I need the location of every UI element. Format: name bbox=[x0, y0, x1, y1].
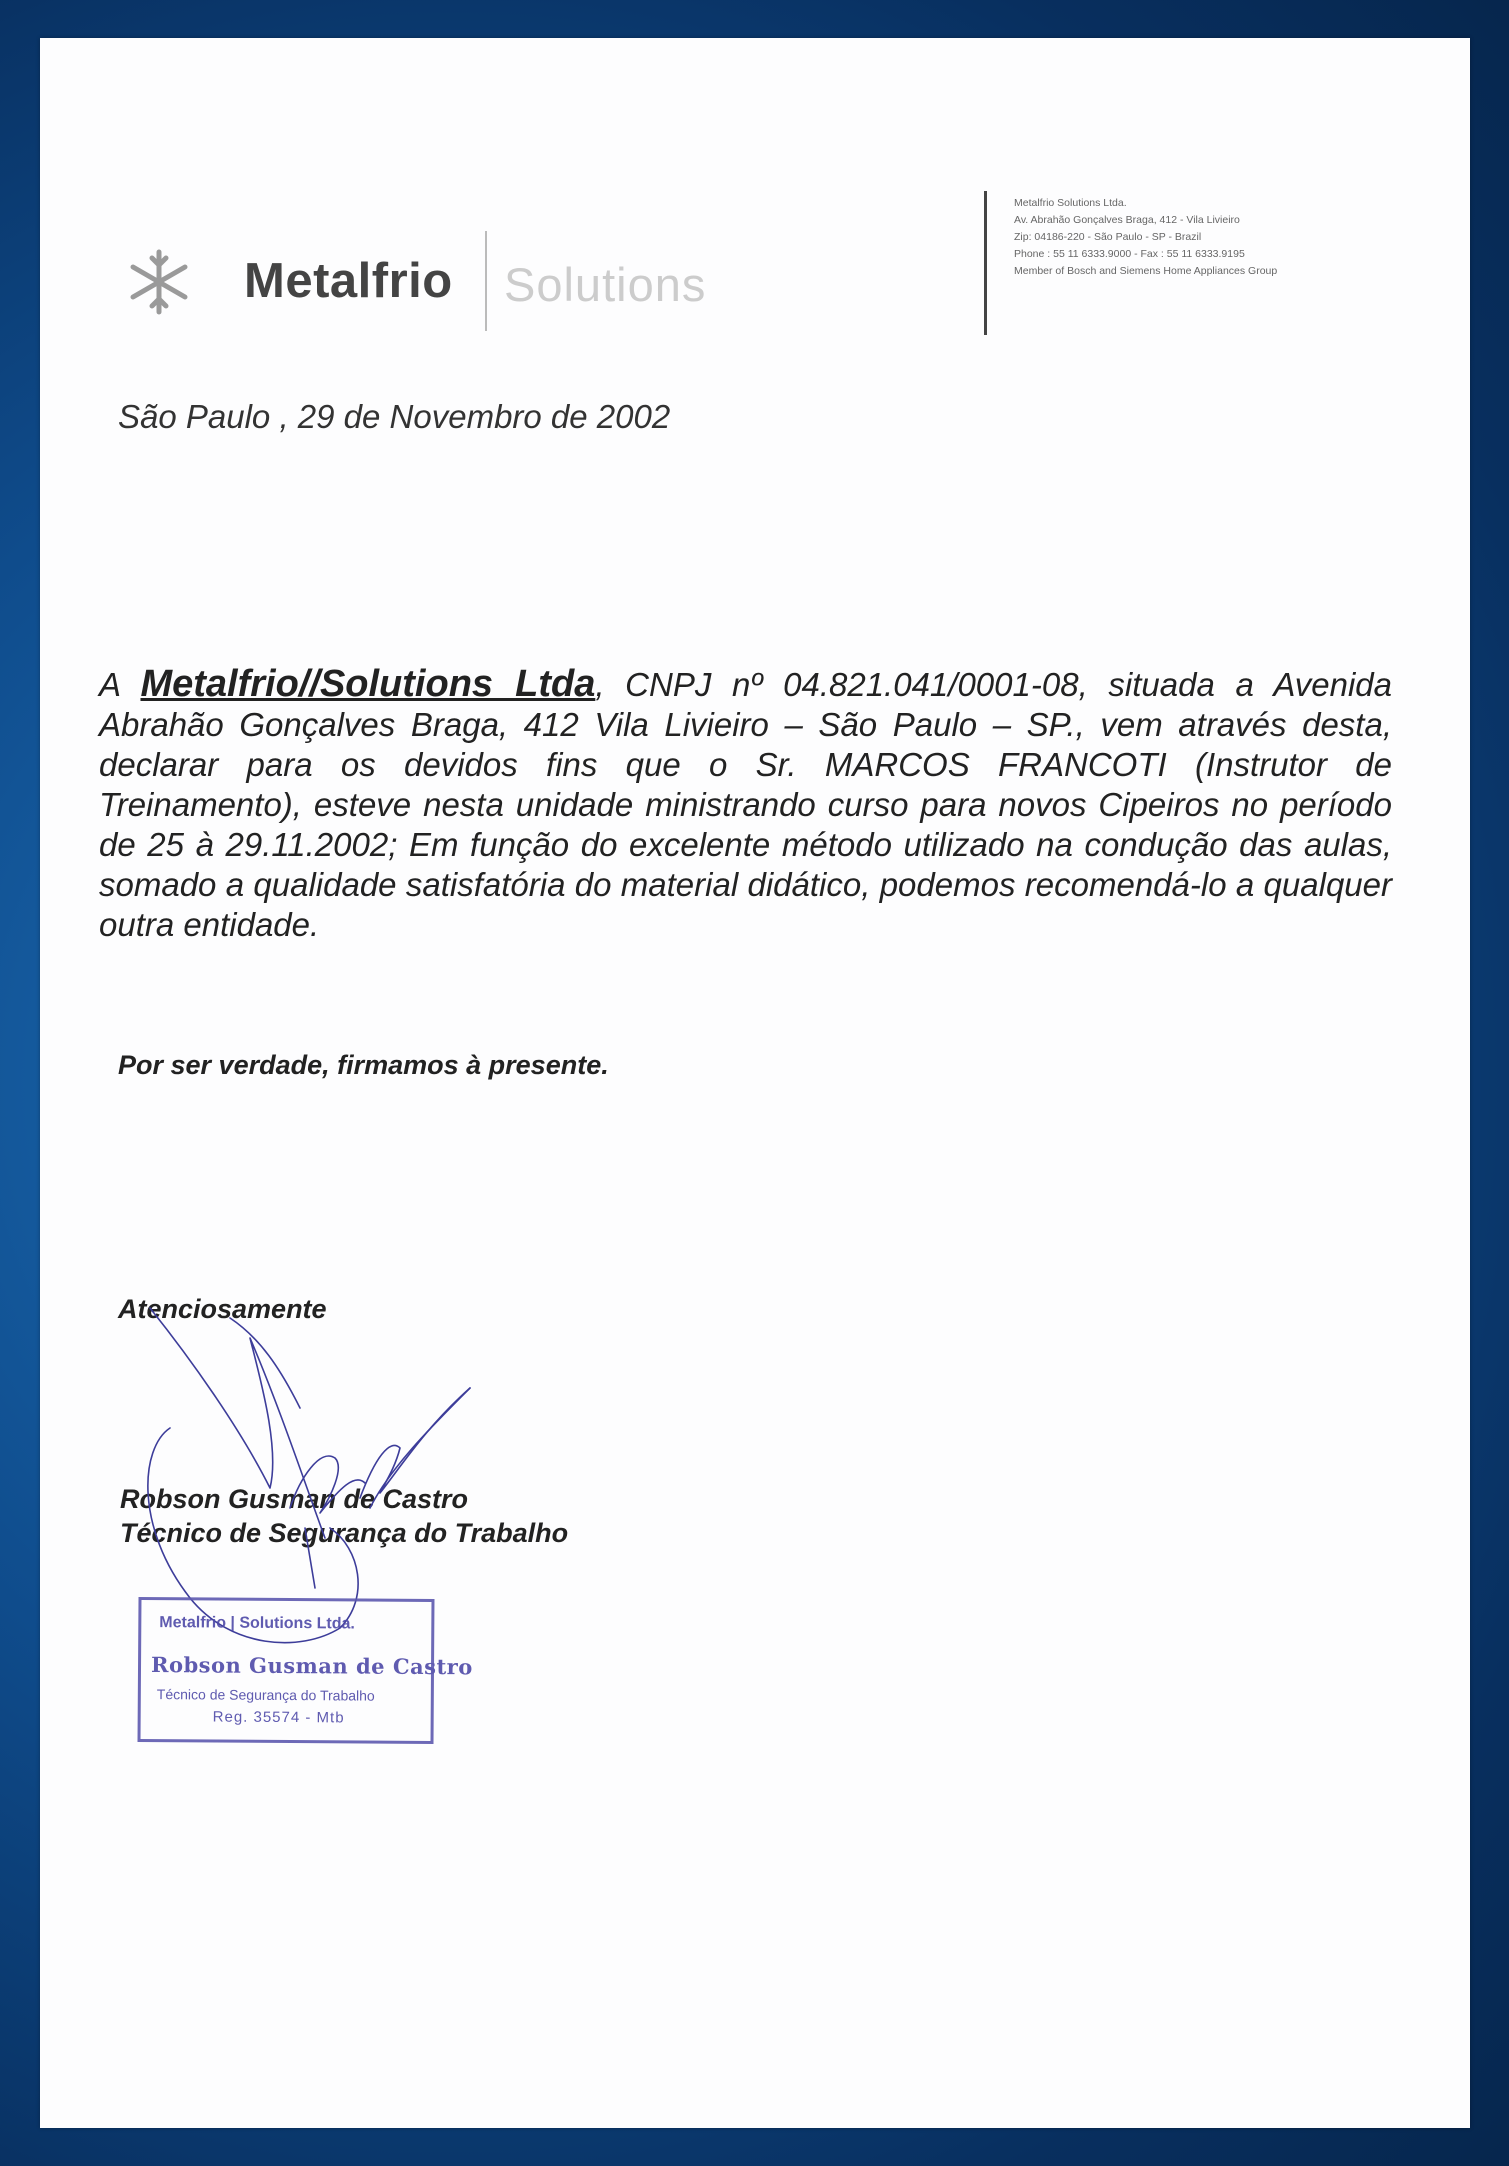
company-address bbox=[1014, 195, 1434, 280]
signer-title: Técnico de Segurança do Trabalho bbox=[120, 1518, 569, 1548]
official-stamp bbox=[137, 1597, 473, 1744]
stamp-registration: Reg. 35574 - Mtb bbox=[212, 1708, 345, 1727]
address-divider bbox=[984, 191, 987, 335]
letter-page bbox=[40, 38, 1470, 2128]
body-prefix: A bbox=[99, 666, 141, 703]
stamp-header: Metalfrio | Solutions Ltda. bbox=[159, 1614, 355, 1633]
address-line: Metalfrio Solutions Ltda. bbox=[1014, 197, 1127, 209]
logo-divider bbox=[485, 231, 487, 331]
signer-name: Robson Gusman de Castro bbox=[120, 1484, 469, 1514]
stamp-name: Robson Gusman de Castro bbox=[150, 1652, 473, 1680]
address-line: Zip: 04186-220 - São Paulo - SP - Brazil bbox=[1014, 231, 1202, 243]
stamp-role: Técnico de Segurança do Trabalho bbox=[156, 1686, 375, 1704]
snowflake-icon bbox=[124, 247, 194, 317]
company-logo bbox=[122, 213, 752, 343]
address-line: Av. Abrahão Gonçalves Braga, 412 - Vila Livieiro bbox=[1014, 214, 1240, 226]
address-line: Phone : 55 11 6333.9000 - Fax : 55 11 6333.9195 bbox=[1014, 248, 1245, 260]
letter-body bbox=[99, 664, 1392, 945]
body-text: , CNPJ nº 04.821.041/0001-08, situada a Avenida Abrahão Gonçalves Braga, 412 Vila Livieiro – São Paulo – SP., vem através desta, declarar para os devidos fins que o Sr. MARCOS FRANCOTI (Instrutor de Treinamento), esteve nesta unidade ministrando curso para novos Cipeiros no período de 25 à 29.11.2002; Em função do excelente método utilizado na condução das aulas, somado a qualidade satisfatória do material didático, podemos recomendá-lo a qualquer outra entidade. bbox=[99, 666, 1392, 943]
logo-metalfrio-text: Metalfrio bbox=[244, 254, 453, 308]
closing-statement: Por ser verdade, firmamos à presente. bbox=[118, 1050, 609, 1080]
company-name: Metalfrio//Solutions Ltda bbox=[140, 663, 596, 705]
logo-solutions-text: Solutions bbox=[504, 258, 707, 311]
regards-line: Atenciosamente bbox=[118, 1294, 327, 1324]
address-line: Member of Bosch and Siemens Home Appliances Group bbox=[1014, 265, 1278, 277]
date-line: São Paulo , 29 de Novembro de 2002 bbox=[118, 398, 671, 435]
